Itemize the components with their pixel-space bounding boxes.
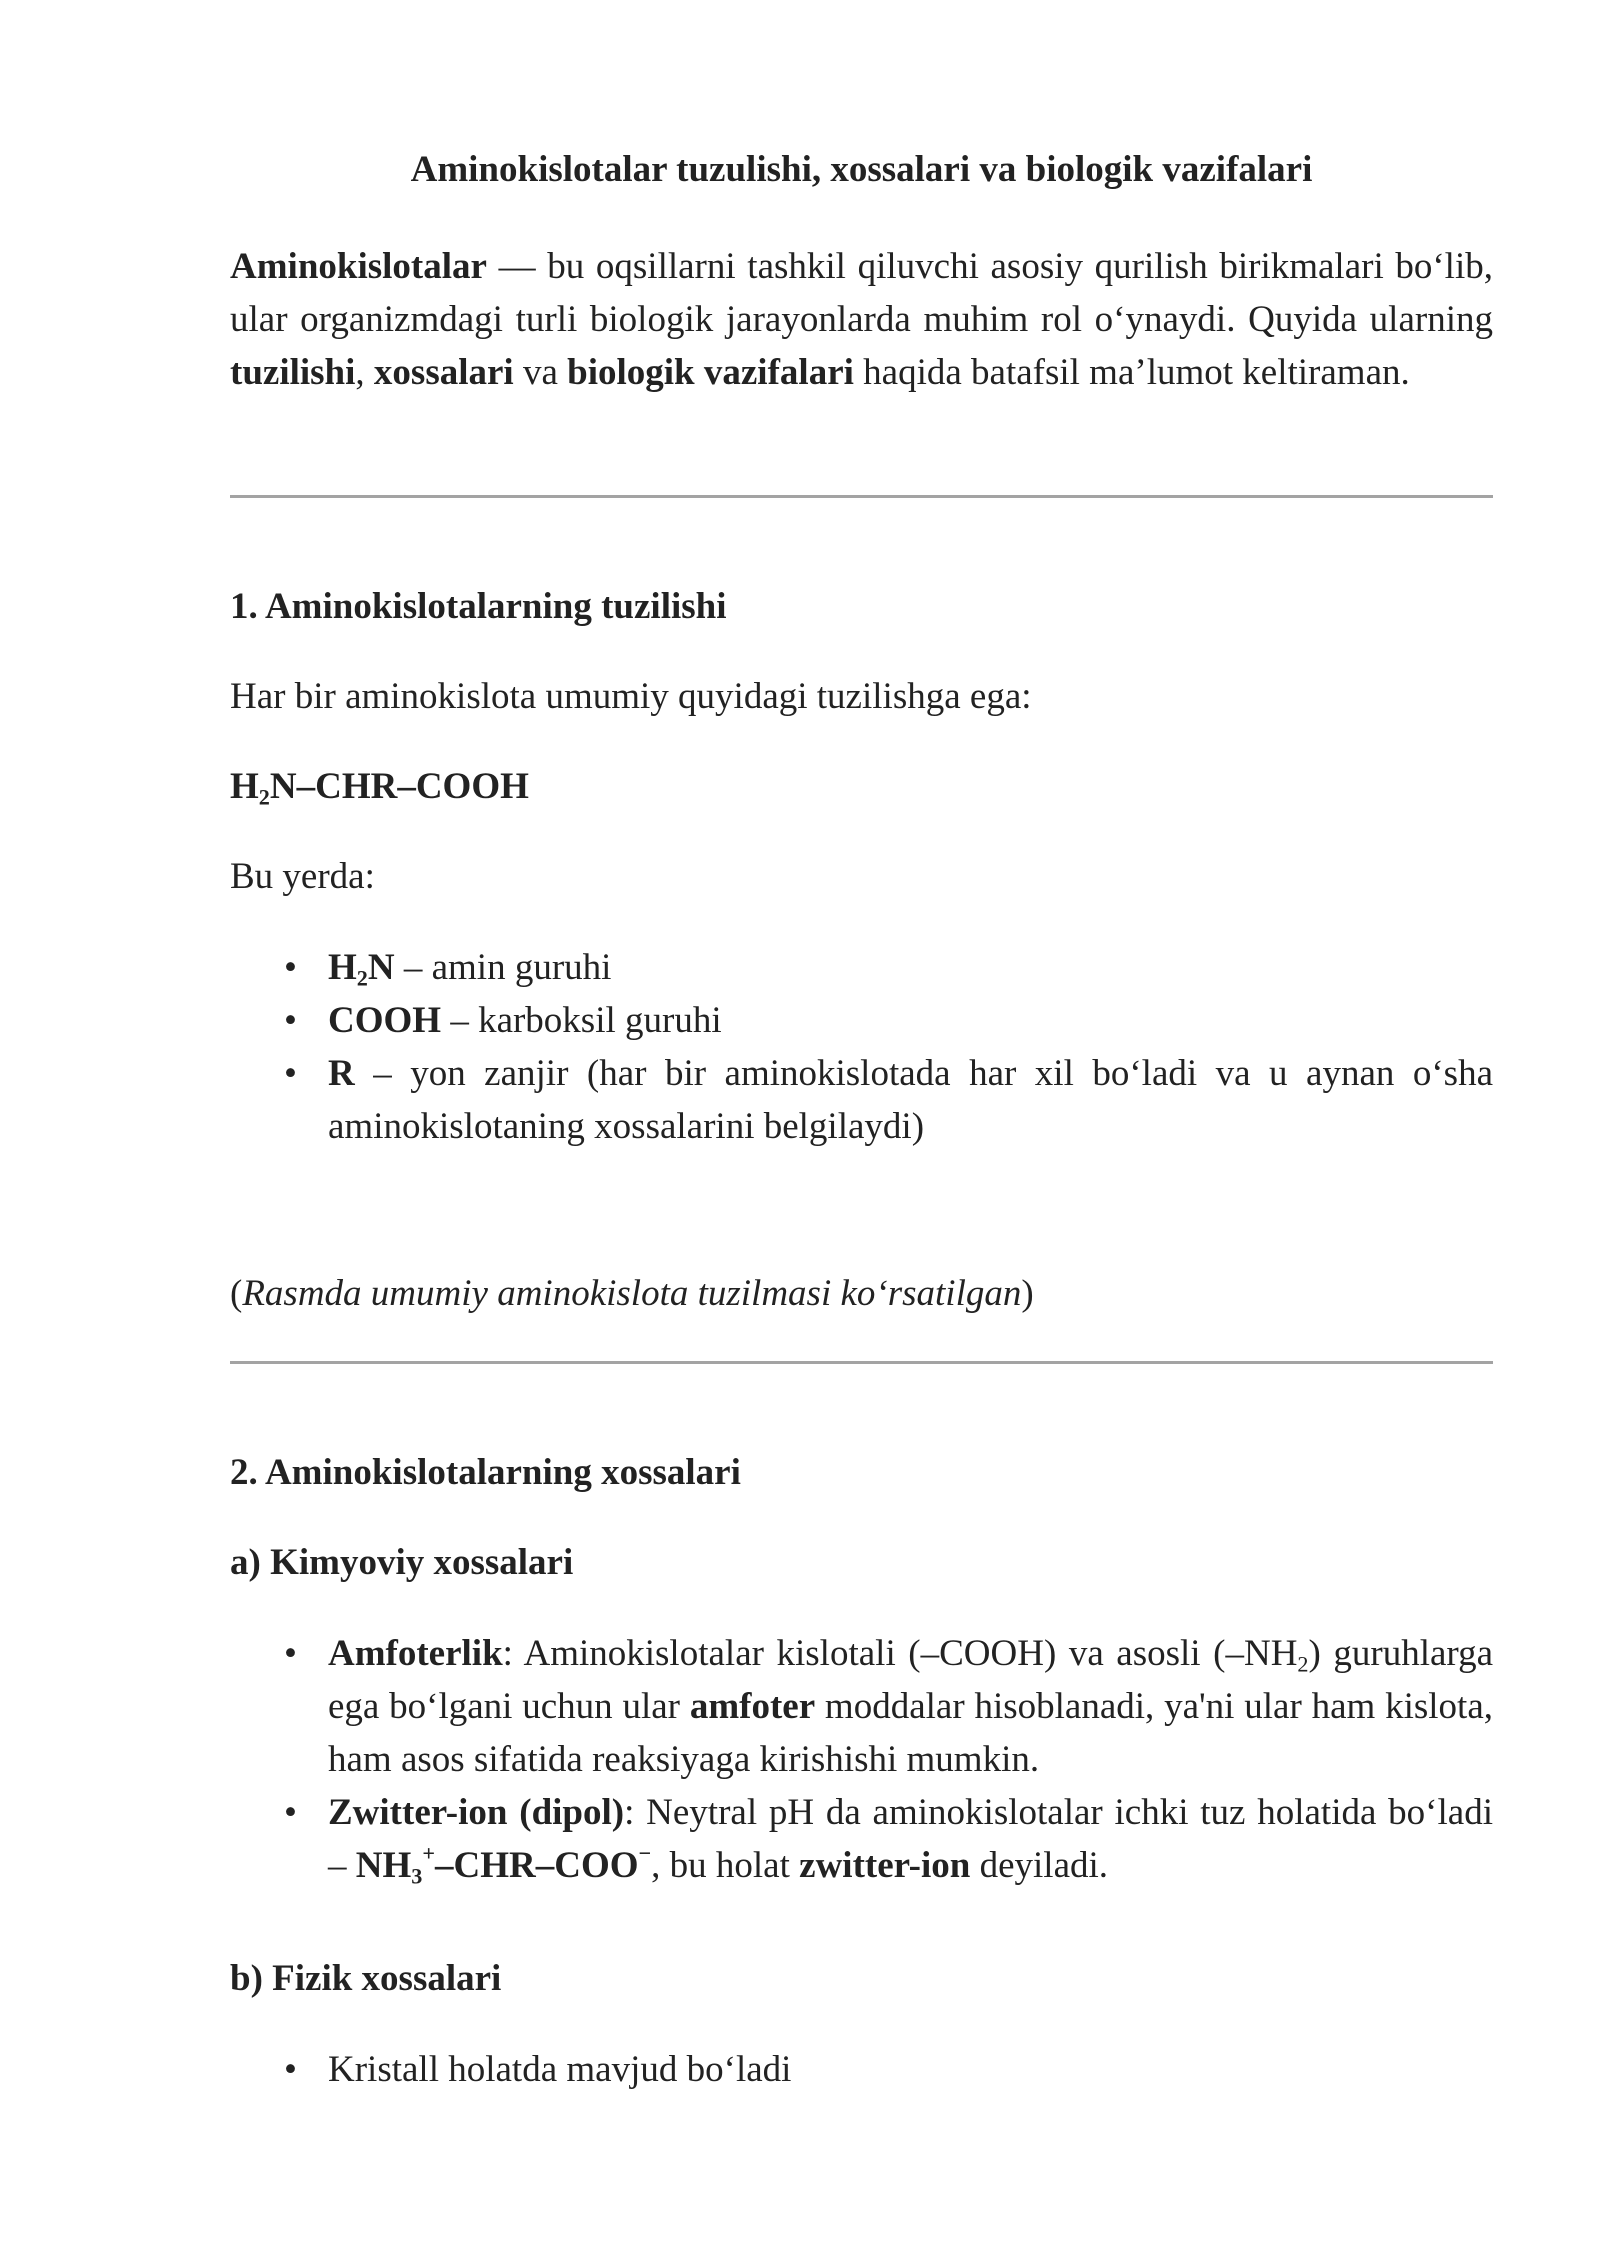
item-text: ) guruhlarga ega bo‘lgani uchun ular — [328, 1633, 1493, 1727]
item-text: : Aminokislotalar kislotali (–COOH) va asosli (–NH — [502, 1633, 1298, 1674]
item-term — [328, 947, 395, 991]
formula-part: NH — [355, 1845, 412, 1886]
subsection-a-heading: a) Kimyoviy xossalari — [230, 1542, 574, 1583]
item-term: R — [328, 1053, 355, 1094]
bullet: • — [284, 1633, 297, 1674]
section2-heading: 2. Aminokislotalarning xossalari — [230, 1452, 741, 1493]
bu-yerda-label: Bu yerda: — [230, 856, 375, 897]
caption-paren: ( — [230, 1273, 243, 1314]
formula-part: H — [230, 766, 259, 807]
physical-properties-list — [230, 2043, 1493, 2096]
item-term-part: H — [328, 947, 357, 988]
caption-paren: ) — [1021, 1273, 1034, 1314]
item-term: Zwitter-ion (dipol) — [328, 1792, 625, 1833]
item-term: COOH — [328, 1000, 442, 1041]
formula-superscript: − — [638, 1840, 652, 1866]
general-formula — [230, 760, 1493, 813]
list-item — [230, 2043, 1493, 2096]
item-text: deyiladi. — [970, 1845, 1109, 1886]
structure-list — [230, 941, 1493, 1153]
bullet: • — [284, 947, 297, 988]
intro-bold-vazifalari: biologik vazifalari — [567, 352, 854, 393]
subscript: 2 — [1297, 1651, 1309, 1677]
list-item — [230, 994, 1493, 1047]
section1-text: Har bir aminokislota umumiy quyidagi tuzilishga ega: — [230, 676, 1032, 717]
formula-part: –CHR–COO — [435, 1845, 639, 1886]
item-term: Amfoterlik — [328, 1633, 503, 1674]
intro-bold-tuzilishi: tuzilishi — [230, 352, 356, 393]
divider — [230, 1361, 1493, 1364]
bullet: • — [284, 1792, 297, 1833]
zwitter-formula — [355, 1840, 652, 1889]
intro-term: Aminokislotalar — [230, 246, 487, 287]
bullet: • — [284, 1053, 297, 1094]
formula-subscript: 2 — [258, 784, 270, 810]
item-text: moddalar hisoblanadi, ya'ni ular ham kislota, ham asos sifatida reaksiyaga kirishishi mumkin. — [328, 1686, 1493, 1780]
caption-text: Rasmda umumiy aminokislota tuzilmasi ko‘rsatilgan — [242, 1273, 1022, 1314]
subsection-b-heading: b) Fizik xossalari — [230, 1958, 502, 1999]
bullet: • — [284, 2049, 297, 2090]
bullet: • — [284, 1000, 297, 1041]
item-text: – karboksil guruhi — [441, 1000, 722, 1041]
document-title: Aminokislotalar tuzulishi, xossalari va biologik vazifalari — [410, 149, 1313, 190]
figure-caption — [230, 1267, 1493, 1320]
item-term-subscript: 2 — [356, 965, 368, 991]
formula-superscript: + — [422, 1840, 435, 1866]
formula-part: N–CHR–COOH — [269, 766, 529, 807]
divider — [230, 495, 1493, 498]
item-text: , bu holat — [651, 1845, 800, 1886]
section1-heading: 1. Aminokislotalarning tuzilishi — [230, 586, 727, 627]
list-item — [230, 941, 1493, 994]
intro-bold-xossalari: xossalari — [373, 352, 514, 393]
item-bold: amfoter — [689, 1686, 816, 1727]
item-term-part: N — [367, 947, 395, 988]
item-text: – amin guruhi — [394, 947, 612, 988]
intro-text: va — [513, 352, 568, 393]
list-item-amfoterlik — [230, 1627, 1493, 1786]
intro-text: — bu oqsillarni tashkil qiluvchi asosiy qurilish birikmalari bo‘lib, ular organizmdagi turli biologik jarayonlarda muhim rol o‘ynaydi. Quyida ularning — [230, 246, 1493, 340]
list-item — [230, 1047, 1493, 1153]
item-text: Kristall holatda mavjud bo‘ladi — [328, 2049, 792, 2090]
intro-paragraph — [230, 240, 1493, 399]
list-item-zwitter — [230, 1786, 1493, 1892]
formula-subscript: 3 — [411, 1863, 423, 1889]
item-text: – yon zanjir (har bir aminokislotada har xil bo‘ladi va u aynan o‘sha aminokislotaning xossalarini belgilaydi) — [328, 1053, 1493, 1147]
chemical-properties-list — [230, 1627, 1493, 1892]
item-bold: zwitter-ion — [799, 1845, 971, 1886]
item-text: : Neytral pH da aminokislotalar ichki tuz holatida bo‘ladi – — [328, 1792, 1493, 1886]
intro-text: , — [355, 352, 374, 393]
intro-text: haqida batafsil ma’lumot keltiraman. — [853, 352, 1410, 393]
